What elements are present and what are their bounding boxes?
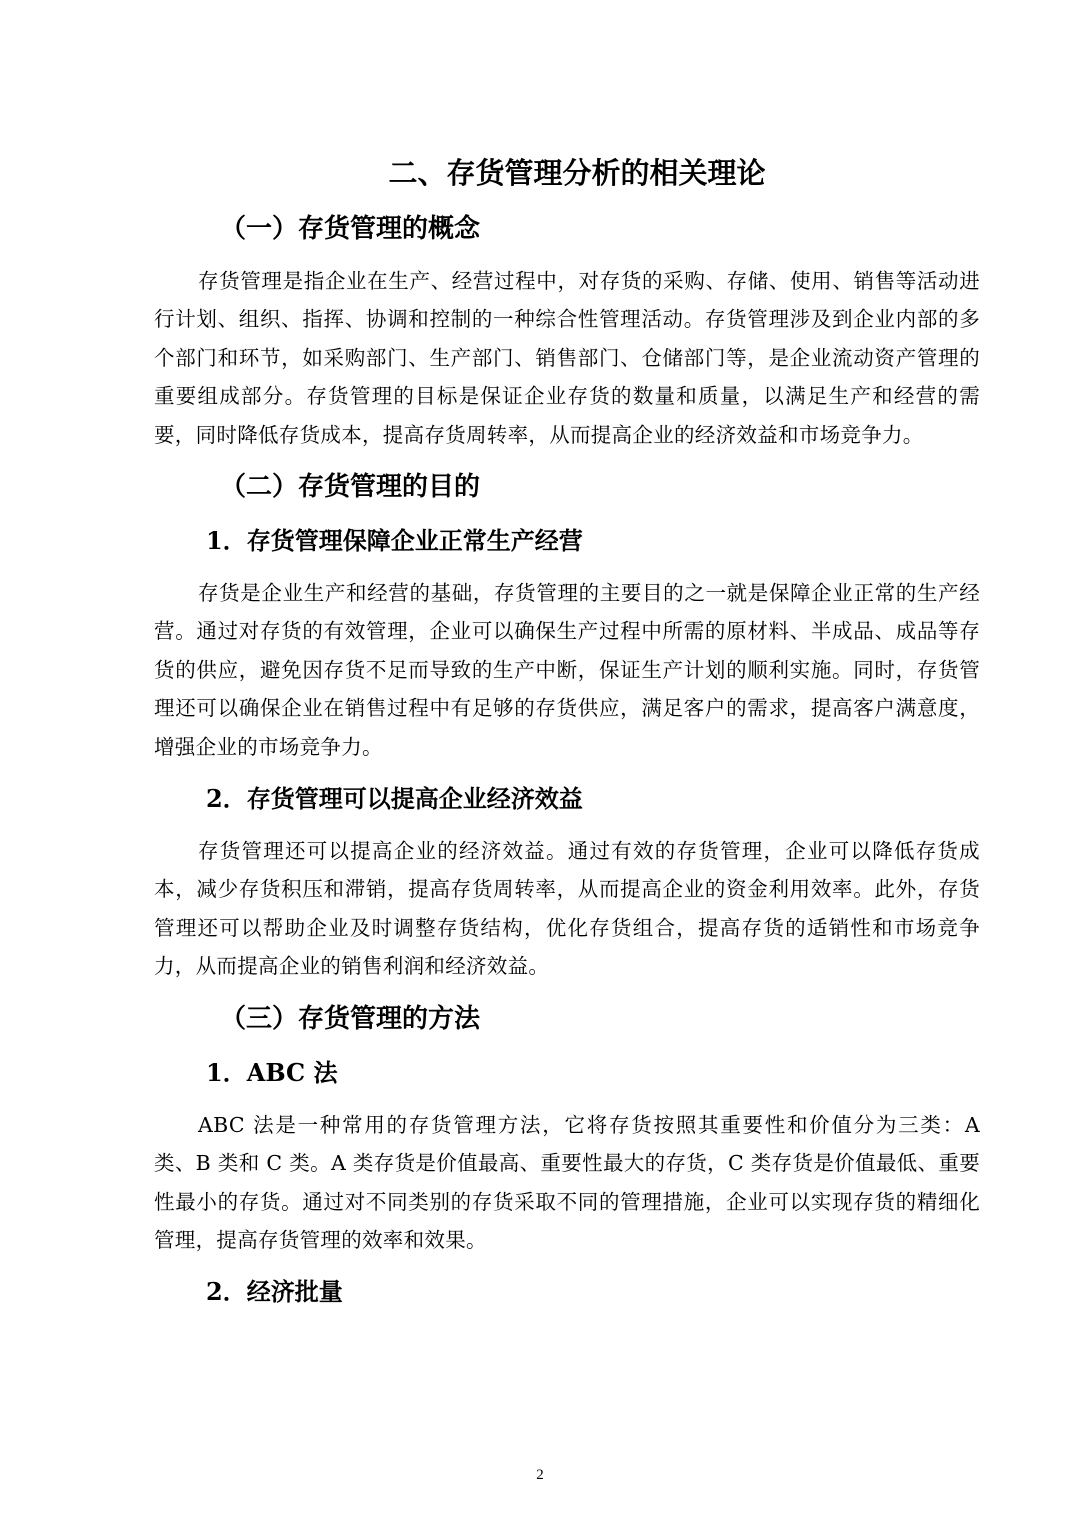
paragraph-abc: ABC 法是一种常用的存货管理方法，它将存货按照其重要性和价值分为三类：A 类、B 类和 C 类。A 类存货是价值最高、重要性最大的存货，C 类存货是价值最低、重要性最小的存货。通过对不同类别的存货采取不同的管理措施，企业可以实现存货的精细化管理，提高存货管理的效率和效果。 [154, 1112, 980, 1252]
subsection-title-economic-batch: 2．经济批量 [206, 1277, 343, 1307]
page-number: 2 [536, 1467, 544, 1483]
chapter-title: 二、存货管理分析的相关理论 [388, 156, 766, 190]
paragraph-normal-operation: 存货是企业生产和经营的基础，存货管理的主要目的之一就是保障企业正常的生产经营。通过对存货的有效管理，企业可以确保生产过程中所需的原材料、半成品、成品等存货的供应，避免因存货不足而导致的生产中断，保证生产计划的顺利实施。同时，存货管理还可以确保企业在销售过程中有足够的存货供应，满足客户的需求，提高客户满意度，增强企业的市场竞争力。 [154, 581, 980, 759]
page-content [154, 150, 980, 1325]
section-title-methods: （三）存货管理的方法 [220, 1003, 481, 1034]
section-title-concept: （一）存货管理的概念 [220, 214, 481, 244]
subsection-title-abc: 1．ABC 法 [206, 1057, 338, 1087]
subsection-title-economic-benefit: 2．存货管理可以提高企业经济效益 [206, 784, 583, 814]
section-title-purpose: （二）存货管理的目的 [220, 472, 481, 503]
subsection-title-normal-operation: 1．存货管理保障企业正常生产经营 [206, 526, 583, 556]
paragraph-concept: 存货管理是指企业在生产、经营过程中，对存货的采购、存储、使用、销售等活动进行计划、组织、指挥、协调和控制的一种综合性管理活动。存货管理涉及到企业内部的多个部门和环节，如采购部门、生产部门、销售部门、仓储部门等，是企业流动资产管理的重要组成部分。存货管理的目标是保证企业存货的数量和质量，以满足生产和经营的需要，同时降低存货成本，提高存货周转率，从而提高企业的经济效益和市场竞争力。 [154, 269, 980, 447]
paragraph-economic-benefit: 存货管理还可以提高企业的经济效益。通过有效的存货管理，企业可以降低存货成本，减少存货积压和滞销，提高存货周转率，从而提高企业的资金利用效率。此外，存货管理还可以帮助企业及时调整存货结构，优化存货组合，提高存货的适销性和市场竞争力，从而提高企业的销售利润和经济效益。 [154, 839, 980, 979]
